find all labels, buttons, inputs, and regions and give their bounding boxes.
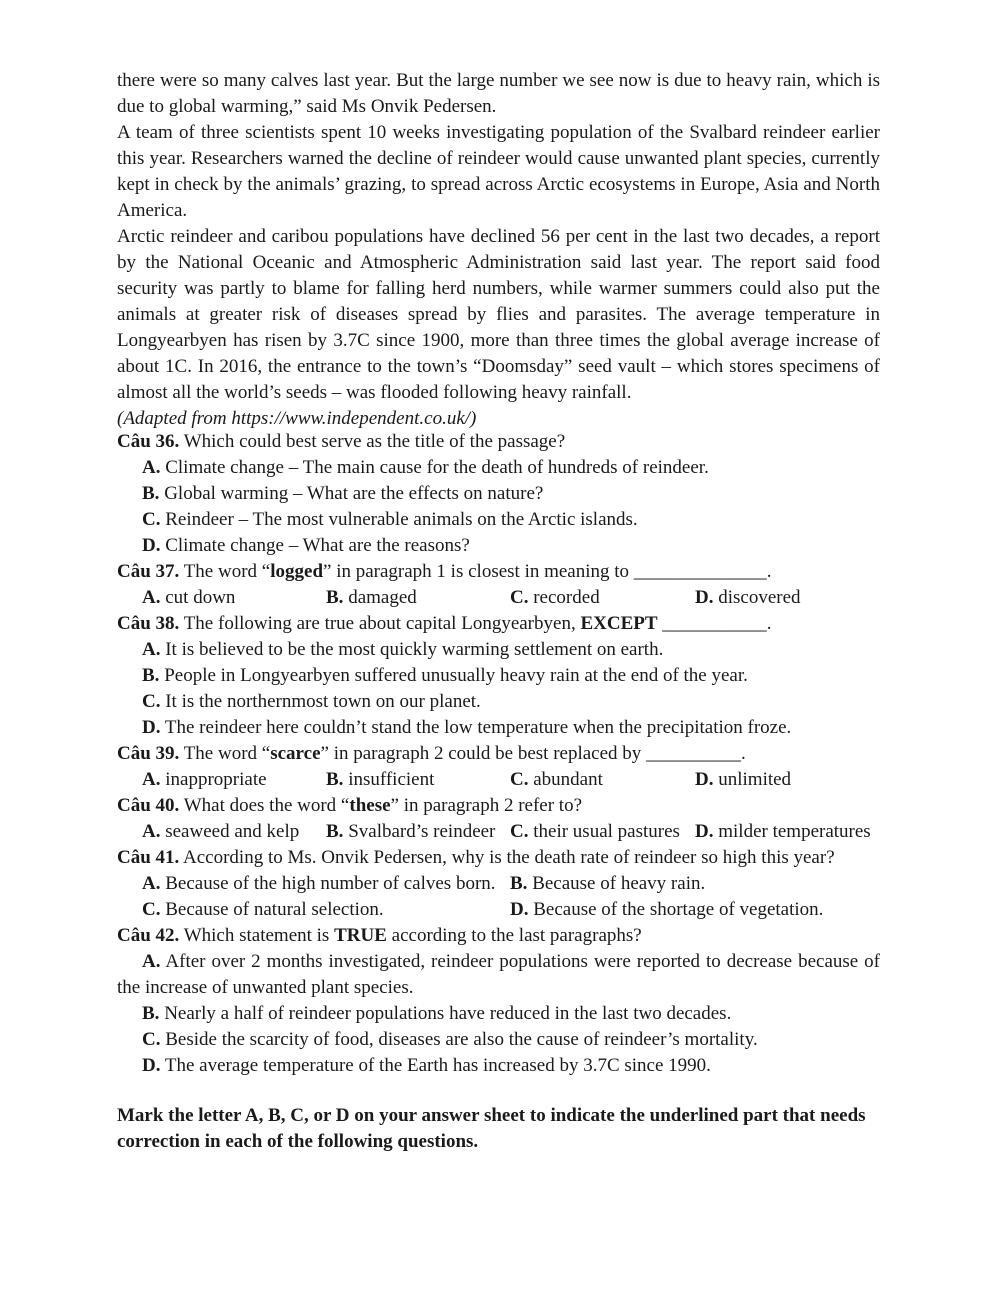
question-keyword: logged [270,561,324,582]
passage-paragraph-3: Arctic reindeer and caribou populations have declined 56 per cent in the last two decades, a report by the National Oceanic and Atmospheric Administration said last year. The report said food security was partly to blame for falling herd numbers, while warmer summers could also put the animals at greater risk of diseases spread by flies and parasites. The average temperature in Longyearbyen has risen by 3.7C since 1900, more than three times the global average increase of about 1C. In 2016, the entrance to the town’s “Doomsday” seed vault – which stores specimens of almost all the world’s seeds – was flooded following heavy rainfall. [117,226,880,403]
question-37 [117,559,880,585]
question-list [117,429,880,1079]
option-text: damaged [343,587,417,608]
question-41 [117,845,880,871]
option-letter: D. [695,587,714,608]
passage [117,68,880,432]
instruction-text: Mark the letter A, B, C, or D on your answer sheet to indicate the underlined part that needs correction in each of the following questions. [117,1105,866,1152]
option-text: abundant [528,769,603,790]
option-text: Svalbard’s reindeer [343,821,496,842]
option-39-b [326,767,434,793]
option-letter: A. [142,821,161,842]
question-number: Câu 40. [117,795,180,816]
question-number: Câu 37. [117,561,180,582]
option-42-a [117,949,880,1001]
question-38 [117,611,880,637]
options-39 [117,767,880,793]
question-text: The word “ [179,743,271,764]
question-number: Câu 39. [117,743,180,764]
option-letter: B. [142,665,160,686]
question-40 [117,793,880,819]
option-letter: A. [142,873,161,894]
option-text: Because of heavy rain. [527,873,706,894]
option-text: The reindeer here couldn’t stand the low temperature when the precipitation froze. [160,717,792,738]
options-41-row-1 [117,871,880,897]
option-text: Climate change – The main cause for the death of hundreds of reindeer. [160,457,709,478]
option-letter: C. [142,509,161,530]
option-42-b [117,1001,880,1027]
option-letter: B. [142,1003,160,1024]
question-text: ” in paragraph 2 refer to? [390,795,583,816]
question-number: Câu 38. [117,613,180,634]
option-text: Because of the high number of calves born. [160,873,496,894]
option-text: seaweed and kelp [160,821,300,842]
option-38-b [117,663,880,689]
option-letter: A. [142,639,161,660]
question-text: The following are true about capital Longyearbyen, [179,613,581,634]
question-text: ___________. [657,613,772,634]
option-letter: B. [326,769,344,790]
section-instruction [117,1103,880,1155]
option-letter: D. [695,769,714,790]
option-41-d [510,897,823,923]
option-text: The average temperature of the Earth has increased by 3.7C since 1990. [160,1055,711,1076]
option-36-a [117,455,880,481]
question-text: The word “ [179,561,271,582]
option-39-a [142,767,267,793]
option-40-c [510,819,680,845]
option-37-a [142,585,235,611]
option-letter: D. [142,717,161,738]
option-letter: D. [510,899,529,920]
option-42-d [117,1053,880,1079]
option-text: Global warming – What are the effects on nature? [159,483,544,504]
option-37-b [326,585,417,611]
question-text: Which statement is [179,925,335,946]
question-text: ” in paragraph 1 is closest in meaning to ______________. [323,561,772,582]
option-39-d [695,767,791,793]
option-letter: B. [510,873,528,894]
option-40-a [142,819,299,845]
question-42 [117,923,880,949]
option-42-c [117,1027,880,1053]
option-letter: C. [142,899,161,920]
option-letter: A. [142,951,161,972]
option-letter: B. [326,821,344,842]
option-38-a [117,637,880,663]
passage-paragraph-1: there were so many calves last year. But the large number we see now is due to heavy rain, which is due to global warming,” said Ms Onvik Pedersen. [117,70,880,117]
option-text: milder temperatures [713,821,871,842]
option-letter: D. [695,821,714,842]
option-text: recorded [528,587,600,608]
option-letter: A. [142,769,161,790]
question-keyword: these [349,795,391,816]
option-text: Nearly a half of reindeer populations have reduced in the last two decades. [159,1003,732,1024]
option-letter: B. [142,483,160,504]
option-text: People in Longyearbyen suffered unusually heavy rain at the end of the year. [159,665,748,686]
option-36-c [117,507,880,533]
options-40 [117,819,880,845]
option-text: After over 2 months investigated, reindeer populations were reported to decrease because of the increase of unwanted plant species. [117,951,880,998]
option-text: discovered [713,587,801,608]
option-38-c [117,689,880,715]
option-41-c [142,897,384,923]
option-letter: D. [142,1055,161,1076]
question-text: What does the word “ [179,795,350,816]
option-text: Because of the shortage of vegetation. [528,899,824,920]
option-36-d [117,533,880,559]
option-text: Reindeer – The most vulnerable animals on the Arctic islands. [160,509,638,530]
options-37 [117,585,880,611]
option-letter: C. [510,769,529,790]
option-38-d [117,715,880,741]
option-text: their usual pastures [528,821,680,842]
option-41-a [142,871,496,897]
option-41-b [510,871,705,897]
option-text: inappropriate [160,769,267,790]
passage-source: (Adapted from https://www.independent.co.uk/) [117,408,477,429]
question-keyword: EXCEPT [580,613,658,634]
option-letter: C. [510,587,529,608]
question-number: Câu 42. [117,925,180,946]
option-37-d [695,585,801,611]
option-text: It is the northernmost town on our planet. [160,691,481,712]
option-text: Because of natural selection. [160,899,384,920]
option-36-b [117,481,880,507]
option-text: Climate change – What are the reasons? [160,535,470,556]
question-39 [117,741,880,767]
option-text: It is believed to be the most quickly warming settlement on earth. [160,639,664,660]
option-39-c [510,767,603,793]
option-letter: D. [142,535,161,556]
question-text: Which could best serve as the title of the passage? [179,431,566,452]
option-letter: B. [326,587,344,608]
question-text: ” in paragraph 2 could be best replaced by __________. [320,743,746,764]
options-41-row-2 [117,897,880,923]
option-letter: A. [142,587,161,608]
option-letter: C. [142,691,161,712]
question-keyword: scarce [270,743,321,764]
option-letter: A. [142,457,161,478]
option-37-c [510,585,600,611]
option-text: Beside the scarcity of food, diseases are also the cause of reindeer’s mortality. [160,1029,758,1050]
passage-paragraph-2: A team of three scientists spent 10 weeks investigating population of the Svalbard reindeer earlier this year. Researchers warned the decline of reindeer would cause unwanted plant species, currently kept in check by the animals’ grazing, to spread across Arctic ecosystems in Europe, Asia and North America. [117,122,880,221]
option-40-d [695,819,871,845]
question-text: According to Ms. Onvik Pedersen, why is the death rate of reindeer so high this year? [179,847,835,868]
question-36 [117,429,880,455]
option-40-b [326,819,495,845]
option-letter: C. [142,1029,161,1050]
option-text: unlimited [713,769,792,790]
question-keyword: TRUE [334,925,387,946]
option-text: cut down [160,587,236,608]
question-number: Câu 41. [117,847,180,868]
question-number: Câu 36. [117,431,180,452]
option-text: insufficient [343,769,435,790]
option-letter: C. [510,821,529,842]
question-text: according to the last paragraphs? [386,925,642,946]
